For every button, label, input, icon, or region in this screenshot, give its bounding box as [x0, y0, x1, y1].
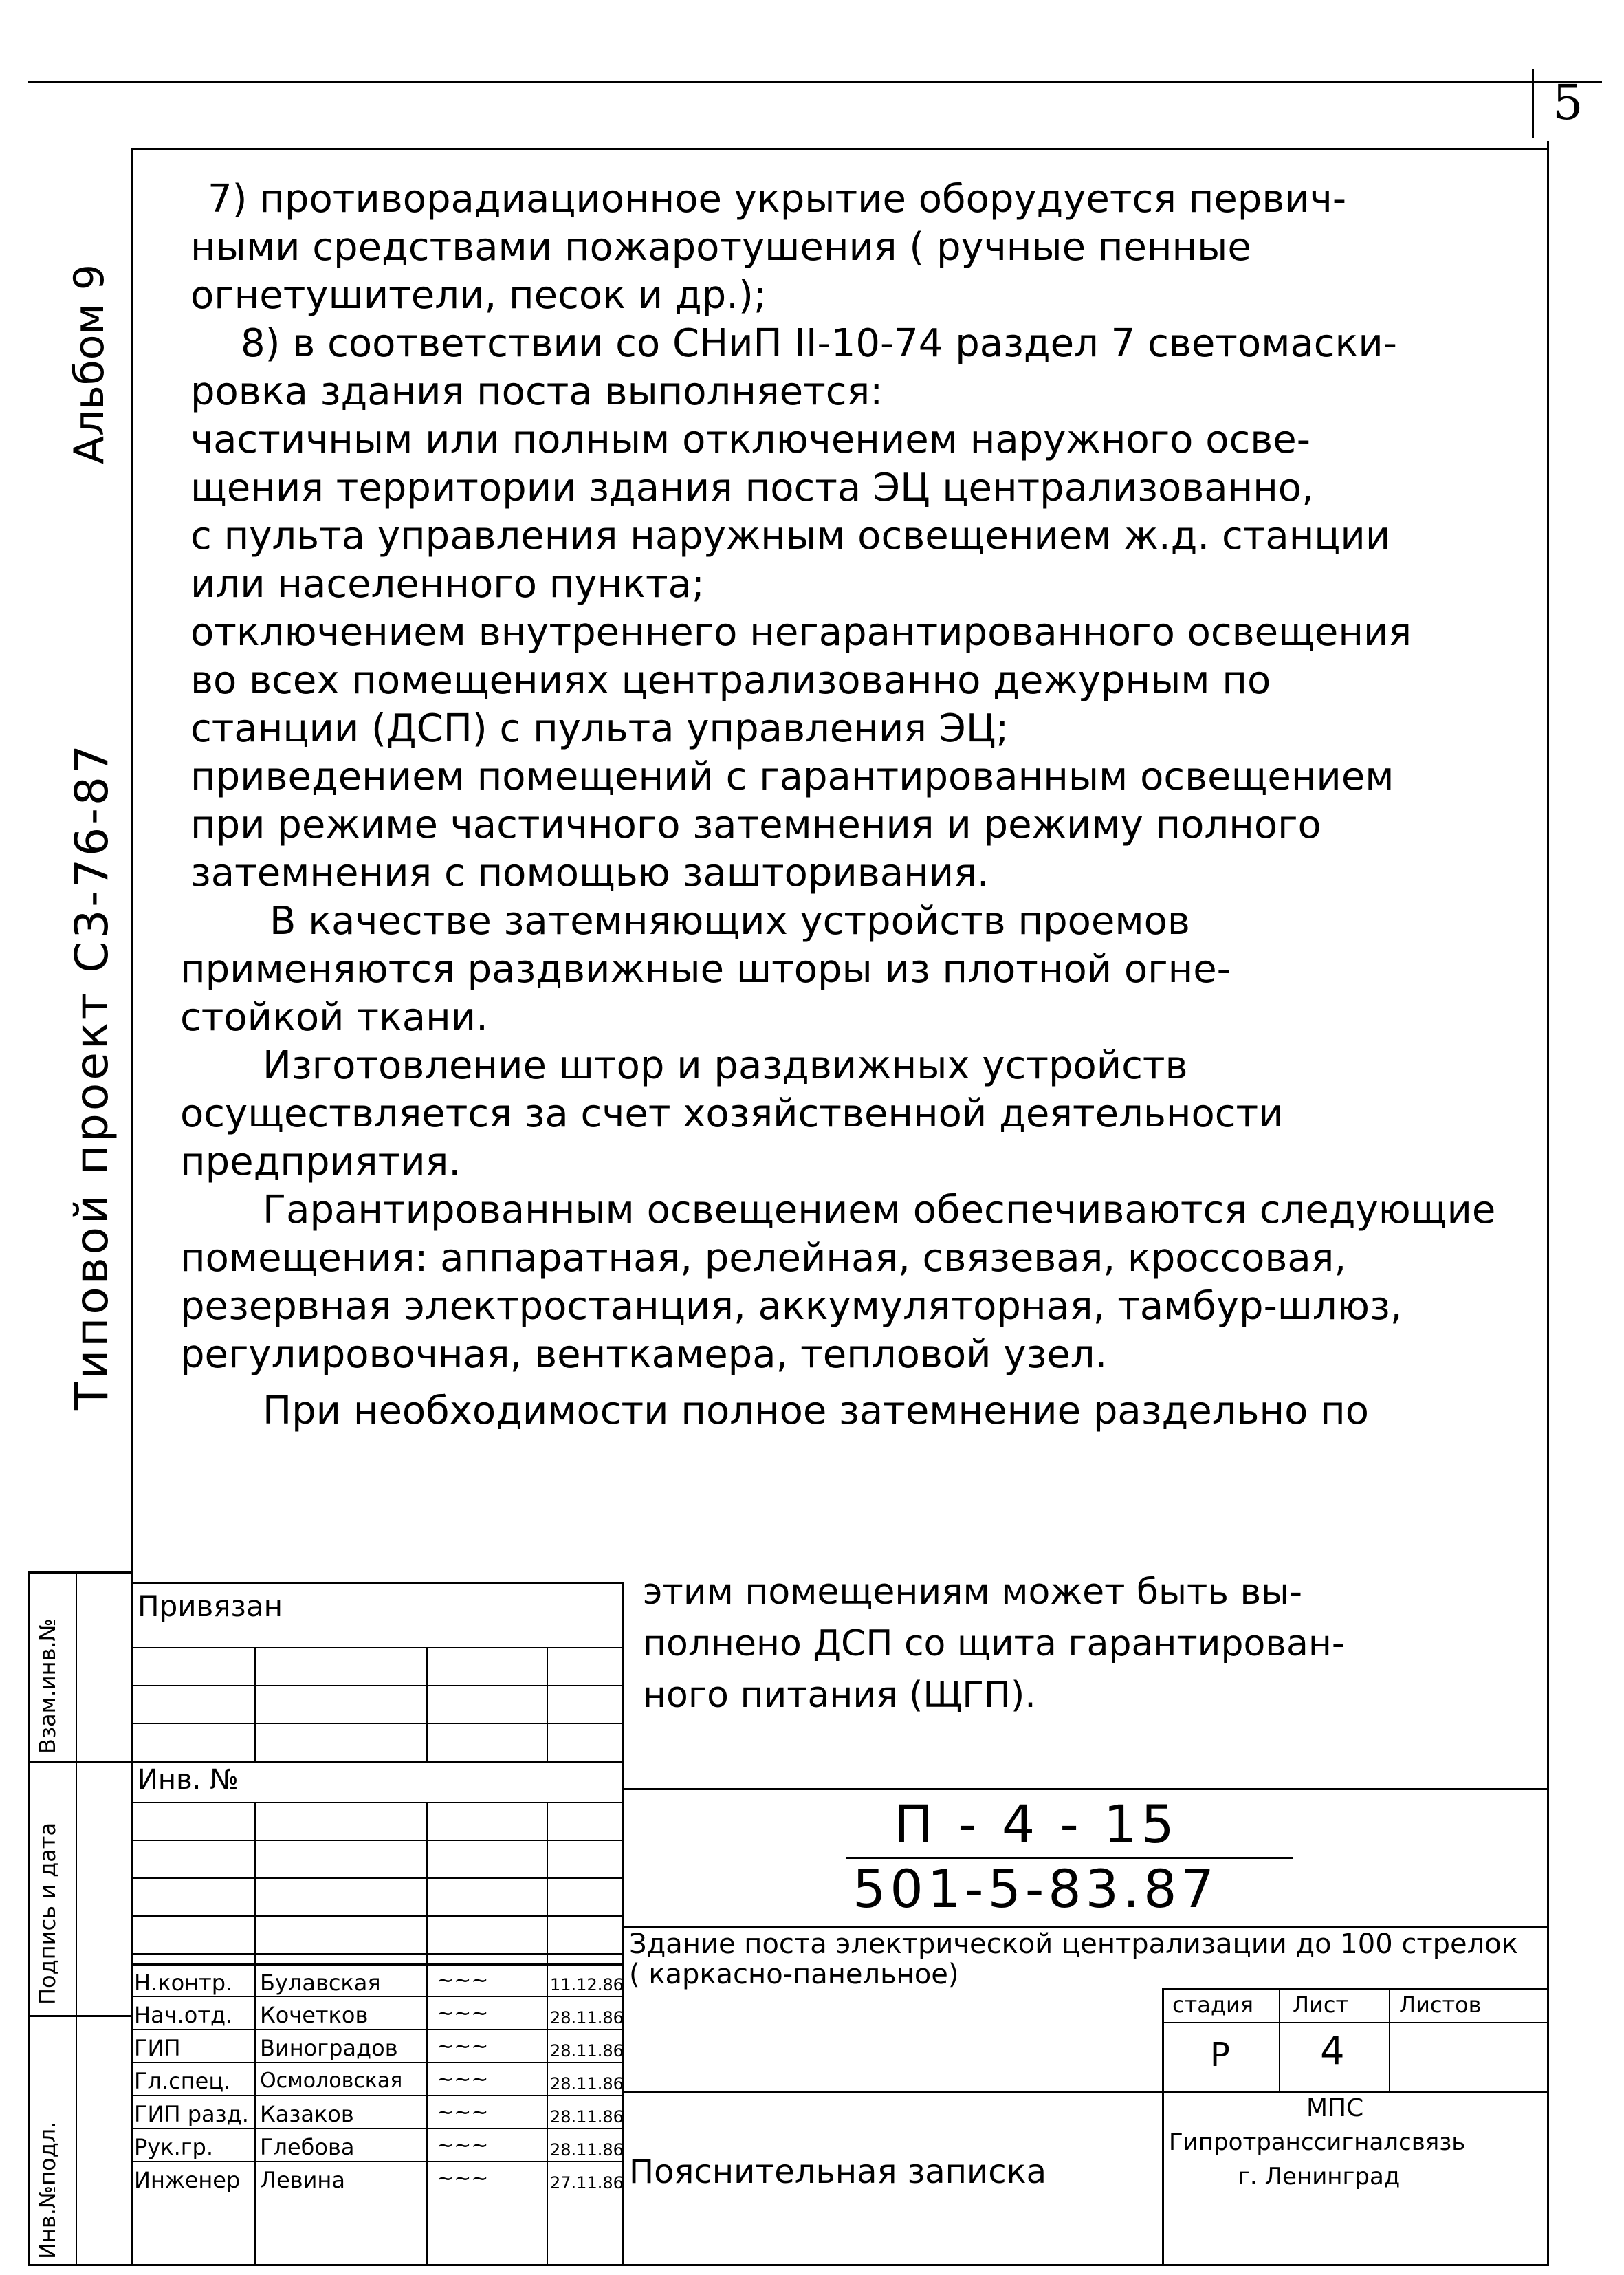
inv-row: [131, 1953, 622, 1955]
side-divider: [28, 1761, 131, 1763]
body-line: Изготовление штор и раздвижных устройств: [263, 1043, 1188, 1088]
body-line: или населенного пункта;: [190, 562, 705, 607]
frame-left: [131, 148, 133, 2266]
stadia-label: стадия: [1172, 1992, 1254, 2018]
inv-col: [254, 1802, 256, 2266]
body-line: затемнения с помощью зашторивания.: [190, 851, 989, 895]
privyazan-row: [131, 1647, 622, 1648]
side-divider: [28, 2015, 131, 2017]
body-line: помещения: аппаратная, релейная, связевая, кроссовая,: [180, 1236, 1347, 1281]
signature: ~~~: [437, 2067, 489, 2091]
code2: 501-5-83.87: [853, 1858, 1218, 1919]
body-line: При необходимости полное затемнение раздельно по: [263, 1389, 1370, 1433]
date: 28.11.86: [550, 2041, 624, 2060]
privyazan-col: [254, 1647, 256, 1761]
signature: ~~~: [437, 2001, 489, 2025]
signature: ~~~: [437, 2133, 489, 2157]
privyazan-row: [131, 1723, 622, 1724]
body-line: станции (ДСП) с пульта управления ЭЦ;: [190, 706, 1009, 751]
body-line: ного питания (ЩГП).: [643, 1675, 1036, 1716]
body-line: предприятия.: [180, 1140, 461, 1184]
album-label: Альбом 9: [65, 264, 113, 464]
inv-row: [131, 1915, 622, 1917]
date: 28.11.86: [550, 2008, 624, 2027]
side-divider: [28, 1571, 131, 1574]
name: Виноградов: [260, 2035, 398, 2061]
org3: г. Ленинград: [1238, 2163, 1401, 2190]
privyazan-row: [131, 1685, 622, 1686]
name: Казаков: [260, 2101, 354, 2127]
side-column-left: [28, 1571, 30, 2266]
date: 11.12.86: [550, 1975, 624, 1994]
page-number-divider: [1532, 69, 1534, 138]
body-line: Гарантированным освещением обеспечиваются следующие: [263, 1188, 1496, 1232]
body-line: 7) противорадиационное укрытие оборудуется первич-: [208, 177, 1347, 221]
body-line: полнено ДСП со щита гарантирован-: [643, 1623, 1345, 1664]
inv-no-label: Инв. №: [138, 1764, 239, 1796]
inv-row: [131, 1877, 622, 1879]
date: 28.11.86: [550, 2107, 624, 2126]
stamp-row: [1162, 2022, 1547, 2023]
signature: ~~~: [437, 1968, 489, 1992]
role: Гл.спец.: [134, 2068, 231, 2094]
name: Глебова: [260, 2134, 355, 2160]
listov-label: Листов: [1399, 1992, 1482, 2018]
stadia-value: Р: [1210, 2036, 1230, 2074]
body-line: регулировочная, венткамера, тепловой узел.: [180, 1332, 1108, 1377]
side-label-vzam: Взам.инв.№: [34, 1618, 61, 1754]
doc-name: Пояснительная записка: [629, 2153, 1047, 2191]
privyazan-label: Привязан: [138, 1589, 283, 1623]
stamp-col: [1389, 1988, 1390, 2091]
signature: ~~~: [437, 2166, 489, 2190]
role: ГИП разд.: [134, 2101, 249, 2127]
people-row: [131, 2062, 622, 2063]
role: Инженер: [134, 2167, 241, 2193]
stamp-col: [1162, 1988, 1164, 2266]
body-line: ными средствами пожаротушения ( ручные пенные: [190, 225, 1251, 270]
list-label: Лист: [1293, 1992, 1349, 2018]
stamp-row: [1162, 1988, 1547, 1990]
body-line: приведением помещений с гарантированным освещением: [190, 754, 1394, 799]
name: Осмоловская: [260, 2069, 403, 2093]
inv-col: [426, 1802, 428, 2266]
role: Рук.гр.: [134, 2134, 214, 2160]
page-number: 5: [1552, 74, 1583, 131]
top-rule: [28, 81, 1602, 83]
body-line: резервная электростанция, аккумуляторная, тамбур-шлюз,: [180, 1284, 1403, 1329]
body-line: при режиме частичного затемнения и режиму полного: [190, 803, 1321, 847]
body-line: стойкой ткани.: [180, 995, 488, 1040]
date: 28.11.86: [550, 2074, 624, 2093]
code1: П - 4 - 15: [894, 1794, 1178, 1855]
privyazan-right: [622, 1582, 624, 2266]
privyazan-col: [547, 1647, 548, 1761]
stamp-row: [622, 1926, 1547, 1928]
body-line: этим помещениям может быть вы-: [643, 1571, 1302, 1613]
role: Нач.отд.: [134, 2002, 233, 2028]
stamp-row: [622, 2091, 1547, 2093]
inv-col: [547, 1802, 548, 2266]
body-line: ровка здания поста выполняется:: [190, 369, 884, 414]
body-line: с пульта управления наружным освещением ж.д. станции: [190, 514, 1391, 558]
frame-right: [1547, 141, 1549, 2266]
role: ГИП: [134, 2035, 181, 2061]
body-line: применяются раздвижные шторы из плотной огне-: [180, 947, 1231, 992]
org2: Гипротранссигналсвязь: [1169, 2129, 1466, 2156]
org1: МПС: [1306, 2094, 1364, 2122]
body-line: во всех помещениях централизованно дежурным по: [190, 658, 1271, 703]
people-row: [131, 2161, 622, 2162]
inv-row: [131, 1802, 622, 1803]
stamp-top: [622, 1788, 1547, 1790]
date: 27.11.86: [550, 2173, 624, 2192]
frame-top: [131, 148, 1547, 150]
body-line: огнетушители, песок и др.);: [190, 273, 767, 318]
body-line: щения территории здания поста ЭЦ централизованно,: [190, 466, 1314, 510]
privyazan-top: [131, 1582, 622, 1584]
side-subcolumn: [76, 1571, 77, 2266]
body-text: [180, 175, 1496, 1435]
people-top: [131, 1963, 622, 1966]
signature: ~~~: [437, 2100, 489, 2124]
privyazan-bottom: [131, 1761, 622, 1763]
role: Н.контр.: [134, 1970, 233, 1996]
side-label-inv: Инв.№подл.: [34, 2121, 61, 2259]
body-line: частичным или полным отключением наружного осве-: [190, 417, 1310, 462]
body-line: В качестве затемняющих устройств проемов: [270, 899, 1190, 944]
body-line: 8) в соответствии со СНиП II-10-74 раздел 7 светомаски-: [241, 321, 1397, 366]
date: 28.11.86: [550, 2140, 624, 2159]
people-row: [131, 2128, 622, 2129]
project-label: Типовой проект С3-76-87: [65, 742, 118, 1410]
inv-row: [131, 1840, 622, 1841]
stamp-col: [1279, 1988, 1280, 2091]
people-row: [131, 2095, 622, 2096]
side-label-podpis: Подпись и дата: [34, 1822, 61, 2005]
body-line: осуществляется за счет хозяйственной деятельности: [180, 1091, 1284, 1136]
stamp-title: Здание поста электрической централизации до 100 стрелок ( каркасно-панельное): [629, 1928, 1518, 1990]
name: Левина: [260, 2167, 345, 2193]
name: Булавская: [260, 1970, 381, 1996]
signature: ~~~: [437, 2034, 489, 2058]
body-line: отключением внутреннего негарантированного освещения: [190, 610, 1412, 655]
privyazan-col: [426, 1647, 428, 1761]
name: Кочетков: [260, 2002, 369, 2028]
list-value: 4: [1320, 2029, 1345, 2073]
stamp-bottom: [28, 2264, 1547, 2266]
people-row: [131, 1996, 622, 1997]
people-row: [131, 2029, 622, 2030]
